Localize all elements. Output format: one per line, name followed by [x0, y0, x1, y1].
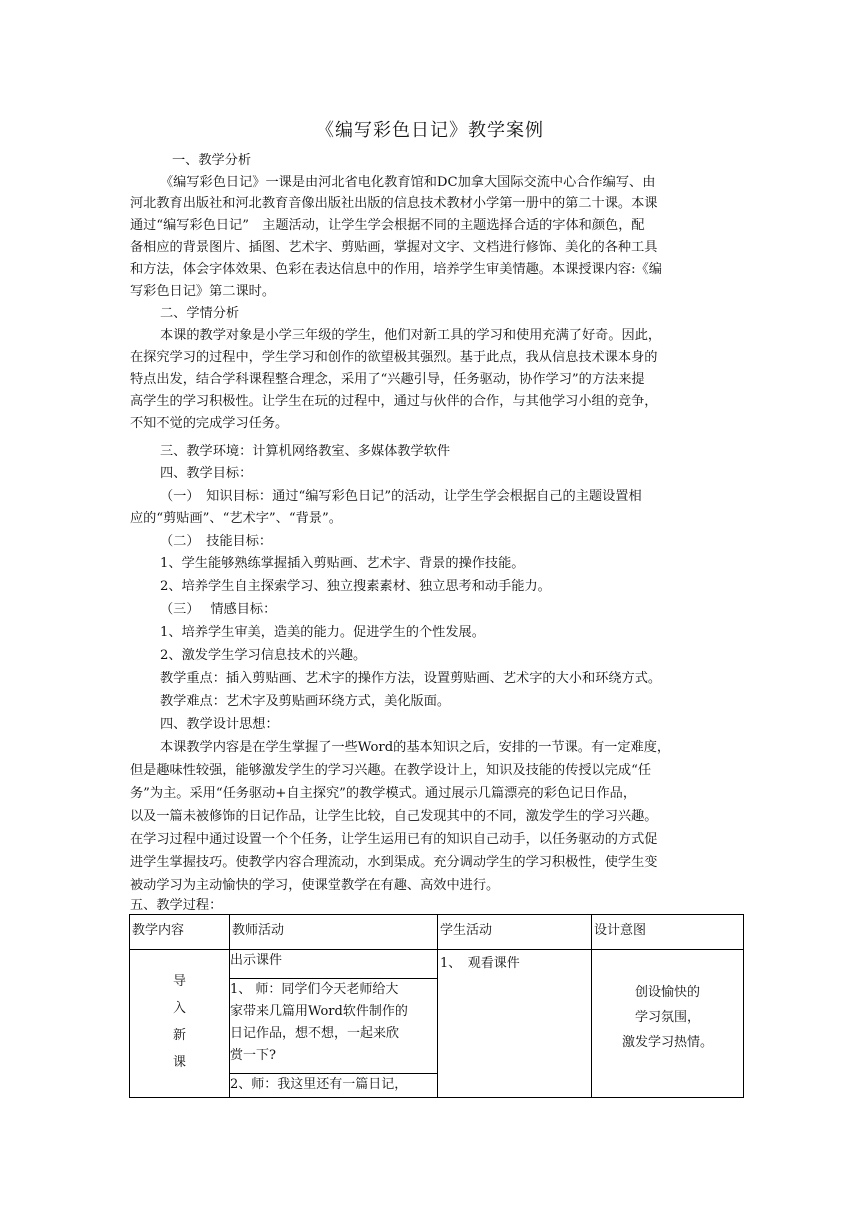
goal-knowledge: （一） 知识目标：通过“编写彩色日记”的活动，让学生学会根据自己的主题设置相 [160, 489, 642, 504]
teaching-difficulty: 教学难点：艺术字及剪贴画环绕方式，美化版面。 [160, 694, 451, 709]
table-row [130, 950, 744, 1098]
table-header-cell: 教师活动 [230, 915, 438, 950]
paragraph-line: 被动学习为主动愉快的学习，使课堂教学在有趣、高效中进行。 [130, 878, 500, 893]
student-activity-cell: 1、 观看课件 [438, 950, 592, 1098]
intent-line: 创设愉快的 [634, 985, 700, 1000]
paragraph-line: 特点出发，结合学科课程整合理念，采用了“兴趣引导，任务驱动，协作学习”的方法来提 [130, 372, 645, 387]
goal-skill: （二） 技能目标： [160, 534, 273, 549]
design-intent-cell [592, 950, 744, 1098]
paragraph-line: 在探究学习的过程中，学生学习和创作的欲望极其强烈。基于此点，我从信息技术课本身的 [130, 350, 658, 365]
intent-line: 激发学习热情。 [621, 1035, 713, 1050]
paragraph-line: 本课教学内容是在学生掌握了一些Word的基本知识之后，安排的一节课。有一定难度， [160, 740, 671, 755]
paragraph-line: 河北教育出版社和河北教育音像出版社出版的信息技术教材小学第一册中的第二十课。本课 [130, 196, 658, 211]
table-header-cell: 学生活动 [438, 915, 592, 950]
paragraph-line: 本课的教学对象是小学三年级的学生，他们对新工具的学习和使用充满了好奇。因此， [160, 328, 662, 343]
teacher-line: 1、 师：同学们今天老师给大 [230, 982, 399, 997]
list-item: 1、学生能够熟练掌握插入剪贴画、艺术字、背景的操作技能。 [160, 556, 525, 571]
section-heading-analysis: 一、教学分析 [172, 153, 252, 168]
section-heading-goals: 四、教学目标： [160, 466, 253, 481]
intent-line: 学习氛围， [634, 1010, 700, 1025]
goal-knowledge-cont: 应的“剪贴画”、“艺术字”、“背景”。 [130, 511, 342, 526]
table-header-cell: 教学内容 [130, 915, 230, 950]
paragraph-line: 和方法，体会字体效果、色彩在表达信息中的作用，培养学生审美情趣。本课授课内容:《编 [130, 262, 662, 277]
teacher-line: 出示课件 [230, 953, 283, 968]
document-title: 《编写彩色日记》教学案例 [316, 120, 544, 141]
table-header-cell: 设计意图 [592, 915, 744, 950]
paragraph-line: 但是趣味性较强，能够激发学生的学习兴趣。在教学设计上，知识及技能的传授以完成“任 [130, 763, 652, 778]
content-char: 新 [172, 1028, 186, 1043]
list-item: 2、培养学生自主探索学习、独立搜素素材、独立思考和动手能力。 [160, 579, 551, 594]
goal-emotion: （三） 情感目标： [160, 602, 277, 617]
teaching-key-point: 教学重点：插入剪贴画、艺术字的操作方法，设置剪贴画、艺术字的大小和环绕方式。 [160, 671, 662, 686]
paragraph-line: 《编写彩色日记》一课是由河北省电化教育馆和DC加拿大国际交流中心合作编写、由 [160, 175, 656, 190]
teacher-line: 赏一下? [230, 1048, 276, 1063]
section-heading-learner: 二、学情分析 [160, 306, 240, 321]
table-header-row [130, 915, 744, 950]
list-item: 2、激发学生学习信息技术的兴趣。 [160, 648, 367, 663]
paragraph-line: 不知不觉的完成学习任务。 [130, 416, 289, 431]
section-heading-process: 五、教学过程： [130, 898, 223, 913]
content-char: 课 [172, 1055, 186, 1070]
paragraph-line: 务”为主。采用“任务驱动+自主探究”的教学模式。通过展示几篇漂亮的彩色记日作品， [130, 786, 637, 801]
teacher-activity-cell [230, 950, 438, 1098]
teaching-process-table [129, 914, 744, 1098]
teacher-line: 日记作品，想不想，一起来欣 [230, 1026, 400, 1041]
paragraph-line: 备相应的背景图片、插图、艺术字、剪贴画，掌握对文字、文档进行修饰、美化的各种工具 [130, 240, 658, 255]
paragraph-line: 进学生掌握技巧。使教学内容合理流动，水到渠成。充分调动学生的学习积极性，使学生变 [130, 855, 658, 870]
paragraph-line: 高学生的学习积极性。让学生在玩的过程中，通过与伙伴的合作，与其他学习小组的竞争， [130, 394, 658, 409]
list-item: 1、培养学生审美，造美的能力。促进学生的个性发展。 [160, 625, 485, 640]
section-heading-design: 四、教学设计思想： [160, 717, 279, 732]
paragraph-line: 以及一篇未被修饰的日记作品，让学生比较，自己发现其中的不同，激发学生的学习兴趣。 [130, 809, 658, 824]
content-char: 导 [172, 974, 186, 989]
teacher-line: 2、师：我这里还有一篇日记， [230, 1077, 408, 1092]
teacher-line: 家带来几篇用Word软件制作的 [230, 1004, 408, 1019]
content-char: 入 [172, 1001, 186, 1016]
content-cell [130, 950, 230, 1098]
paragraph-line: 通过“编写彩色日记” 主题活动，让学生学会根据不同的主题选择合适的字体和颜色，配 [130, 218, 645, 233]
paragraph-line: 写彩色日记》第二课时。 [130, 284, 276, 299]
section-environment: 三、教学环境：计算机网络教室、多媒体教学软件 [160, 444, 451, 459]
paragraph-line: 在学习过程中通过设置一个个任务，让学生运用已有的知识自己动手，以任务驱动的方式促 [130, 832, 658, 847]
